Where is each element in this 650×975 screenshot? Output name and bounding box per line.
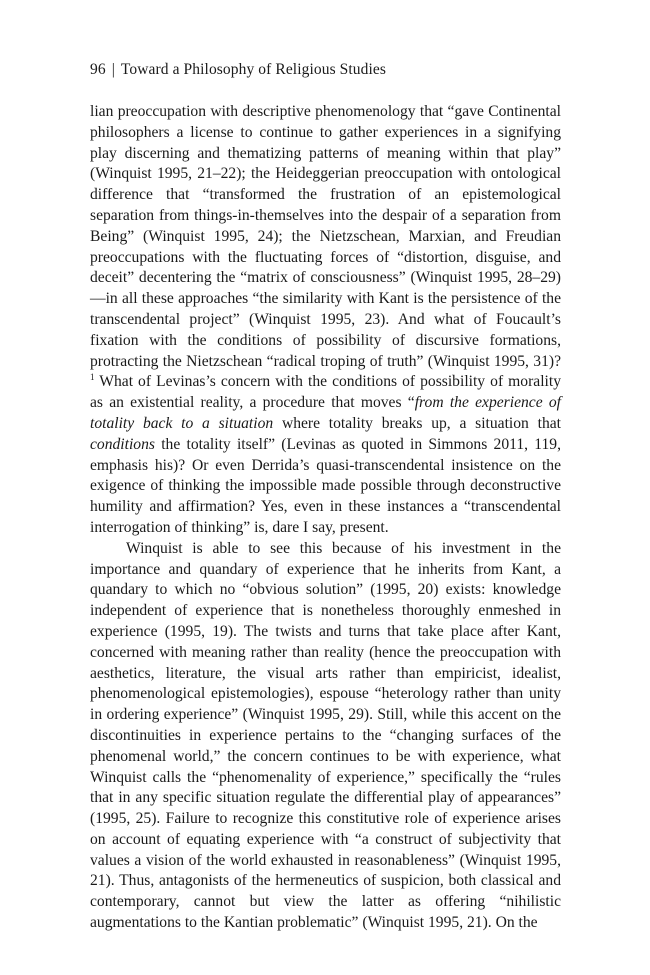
text-run: the totality itself” (Levinas as quoted in Simmons 2011, 119, emphasis his)? Or even Derrida’s quasi-transcendental insistence on the exigence of thinking the impossible made possible through deconstructive humility and affirmation? Yes, even in these instances a “transcendental interrogation of thinking” is, dare I say, present.	[90, 435, 561, 536]
body-text	[90, 102, 561, 934]
text-run: lian preoccupation with descriptive phenomenology that “gave Continental philosophers a license to continue to gather experiences in a signifying play discerning and thematizing patterns of meaning within that play” (Winquist 1995, 21–22); the Heideggerian preoccupation with ontological difference that “transformed the frustration of an epistemological separation from things-in-themselves into the despair of a separation from Being” (Winquist 1995, 24); the Nietzschean, Marxian, and Freudian preoccupations with the fluctuating forces of “distortion, disguise, and deceit” decentering the “matrix of consciousness” (Winquist 1995, 28–29)—in all these approaches “the similarity with Kant is the persistence of the transcendental project” (Winquist 1995, 23). And what of Foucault’s fixation with the conditions of possibility of discursive formations, protracting the Nietzschean “radical troping of truth” (Winquist 1995, 31)?	[90, 103, 561, 370]
footnote-reference[interactable]: 1	[90, 372, 95, 383]
running-title: Toward a Philosophy of Religious Studies	[120, 61, 387, 78]
text-run: where totality breaks up, a situation that	[273, 414, 561, 432]
header-separator: |	[111, 61, 115, 78]
running-head	[90, 61, 386, 79]
paragraph	[90, 539, 561, 934]
italic-emphasis: from the experience of totality back to a situation	[90, 394, 561, 432]
page-number: 96	[90, 61, 106, 78]
paragraph	[90, 102, 561, 539]
text-run: What of Levinas’s concern with the conditions of possibility of morality as an existential reality, a procedure that moves “	[90, 373, 561, 412]
text-run: Winquist is able to see this because of his investment in the importance and quandary of experience that he inherits from Kant, a quandary to which no “obvious solution” (1995, 20) exists: knowledge independent of experience that is nonetheless thoroughly enmeshed in experience (1995, 19). The twists and turns that take place after Kant, concerned with meaning rather than reality (hence the preoccupation with aesthetics, literature, the visual arts rather than empiricist, idealist, phenomenological epistemologies), espouse “heterology rather than unity in ordering experience” (Winquist 1995, 29). Still, while this accent on the discontinuities in experience pertains to the “changing surfaces of the phenomenal world,” the concern continues to be with experience, what Winquist calls the “phenomenality of experience,” specifically the “rules that in any specific situation regulate the differential play of appearances” (1995, 25). Failure to recognize this constitutive role of experience arises on account of equating experience with “a construct of subjectivity that values a vision of the world exhausted in reasonableness” (Winquist 1995, 21). Thus, antagonists of the hermeneutics of suspicion, both classical and contemporary, cannot but view the latter as offering “nihilistic augmentations to the Kantian problematic” (Winquist 1995, 21). On the	[90, 539, 561, 932]
italic-emphasis: conditions	[90, 435, 155, 453]
